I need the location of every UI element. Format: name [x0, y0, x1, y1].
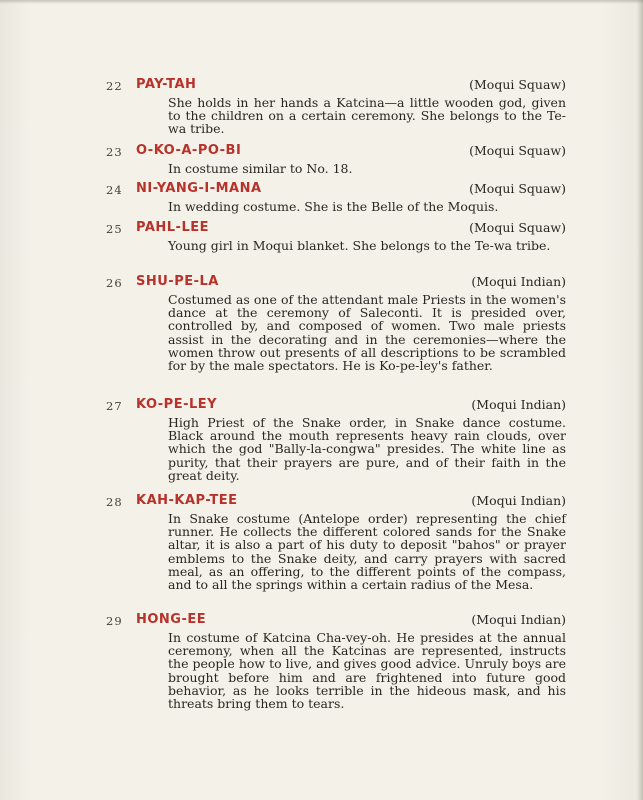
entry-heading — [106, 273, 566, 291]
entry-name: HONG-EE — [136, 612, 207, 627]
entry-description: In costume of Katcina Cha-vey-oh. He presides at the annual ceremony, when all the Katcinas are represented, instructs the people how to live, and gives good advice. Unruly boys are brought before him and are frightened into future good behavior, as he looks terrible in the hideous mask, and his threats bring them to tears. — [168, 630, 566, 712]
catalog-entry — [106, 180, 566, 213]
entry-description: In Snake costume (Antelope order) representing the chief runner. He collects the different colored sands for the Snake altar, it is also a part of his duty to deposit "bahos" or prayer emblems to the Snake deity, and carry prayers with sacred meal, as an offering, to the different points of the compass, and to all the springs within a certain radius of the Mesa. — [168, 511, 566, 593]
catalog-entry — [106, 76, 566, 136]
entry-number: 25 — [106, 222, 123, 236]
entry-tribe: (Moqui Indian) — [471, 397, 566, 412]
entry-heading — [106, 492, 566, 510]
entry-tribe: (Moqui Indian) — [471, 493, 566, 508]
entry-name: SHU-PE-LA — [136, 274, 219, 289]
entry-tribe: (Moqui Indian) — [471, 612, 566, 627]
entry-tribe: (Moqui Squaw) — [469, 143, 566, 158]
catalog-entry — [106, 492, 566, 591]
entry-heading — [106, 180, 566, 198]
catalog-entry — [106, 142, 566, 175]
entry-description: High Priest of the Snake order, in Snake dance costume. Black around the mouth represents heavy rain clouds, over which the god "Bally-la-congwa" presides. The white line as purity, that their prayers are pure, and of their faith in the great deity. — [168, 415, 566, 483]
entry-heading — [106, 611, 566, 629]
entry-number: 29 — [106, 614, 123, 628]
entry-tribe: (Moqui Indian) — [471, 274, 566, 289]
entry-name: KO-PE-LEY — [136, 397, 218, 412]
entry-name: O-KO-A-PO-BI — [136, 143, 242, 158]
entry-number: 26 — [106, 276, 123, 290]
catalog-entry — [106, 273, 566, 372]
entry-description: In costume similar to No. 18. — [168, 161, 353, 176]
entry-tribe: (Moqui Squaw) — [469, 181, 566, 196]
entry-number: 27 — [106, 399, 123, 413]
entry-description: In wedding costume. She is the Belle of the Moquis. — [168, 199, 499, 214]
entry-name: NI-YANG-I-MANA — [136, 181, 262, 196]
catalog-entry — [106, 611, 566, 710]
entry-number: 24 — [106, 183, 123, 197]
entry-description: Young girl in Moqui blanket. She belongs to the Te-wa tribe. — [168, 238, 551, 253]
entry-number: 28 — [106, 495, 123, 509]
entry-number: 23 — [106, 145, 123, 159]
catalog-entry — [106, 219, 566, 252]
entry-heading — [106, 76, 566, 94]
entry-name: PAHL-LEE — [136, 220, 209, 235]
entry-description: She holds in her hands a Katcina—a little wooden god, given to the children on a certain ceremony. She belongs to the Te-wa tribe. — [168, 95, 566, 137]
catalog-entry — [106, 396, 566, 482]
entry-tribe: (Moqui Squaw) — [469, 77, 566, 92]
entry-number: 22 — [106, 79, 123, 93]
page-right-edge — [637, 0, 643, 800]
entry-heading — [106, 396, 566, 414]
page-top-edge — [0, 0, 643, 4]
entry-name: KAH-KAP-TEE — [136, 493, 238, 508]
entry-heading — [106, 219, 566, 237]
entry-description: Costumed as one of the attendant male Priests in the women's dance at the ceremony of Saleconti. It is presided over, controlled by, and composed of women. Two male priests assist in the decorating and in the ceremonies—where the women throw out presents of all descriptions to be scrambled for by the male spectators. He is Ko-pe-ley's father. — [168, 292, 566, 374]
entry-tribe: (Moqui Squaw) — [469, 220, 566, 235]
entry-heading — [106, 142, 566, 160]
entry-name: PAY-TAH — [136, 77, 197, 92]
